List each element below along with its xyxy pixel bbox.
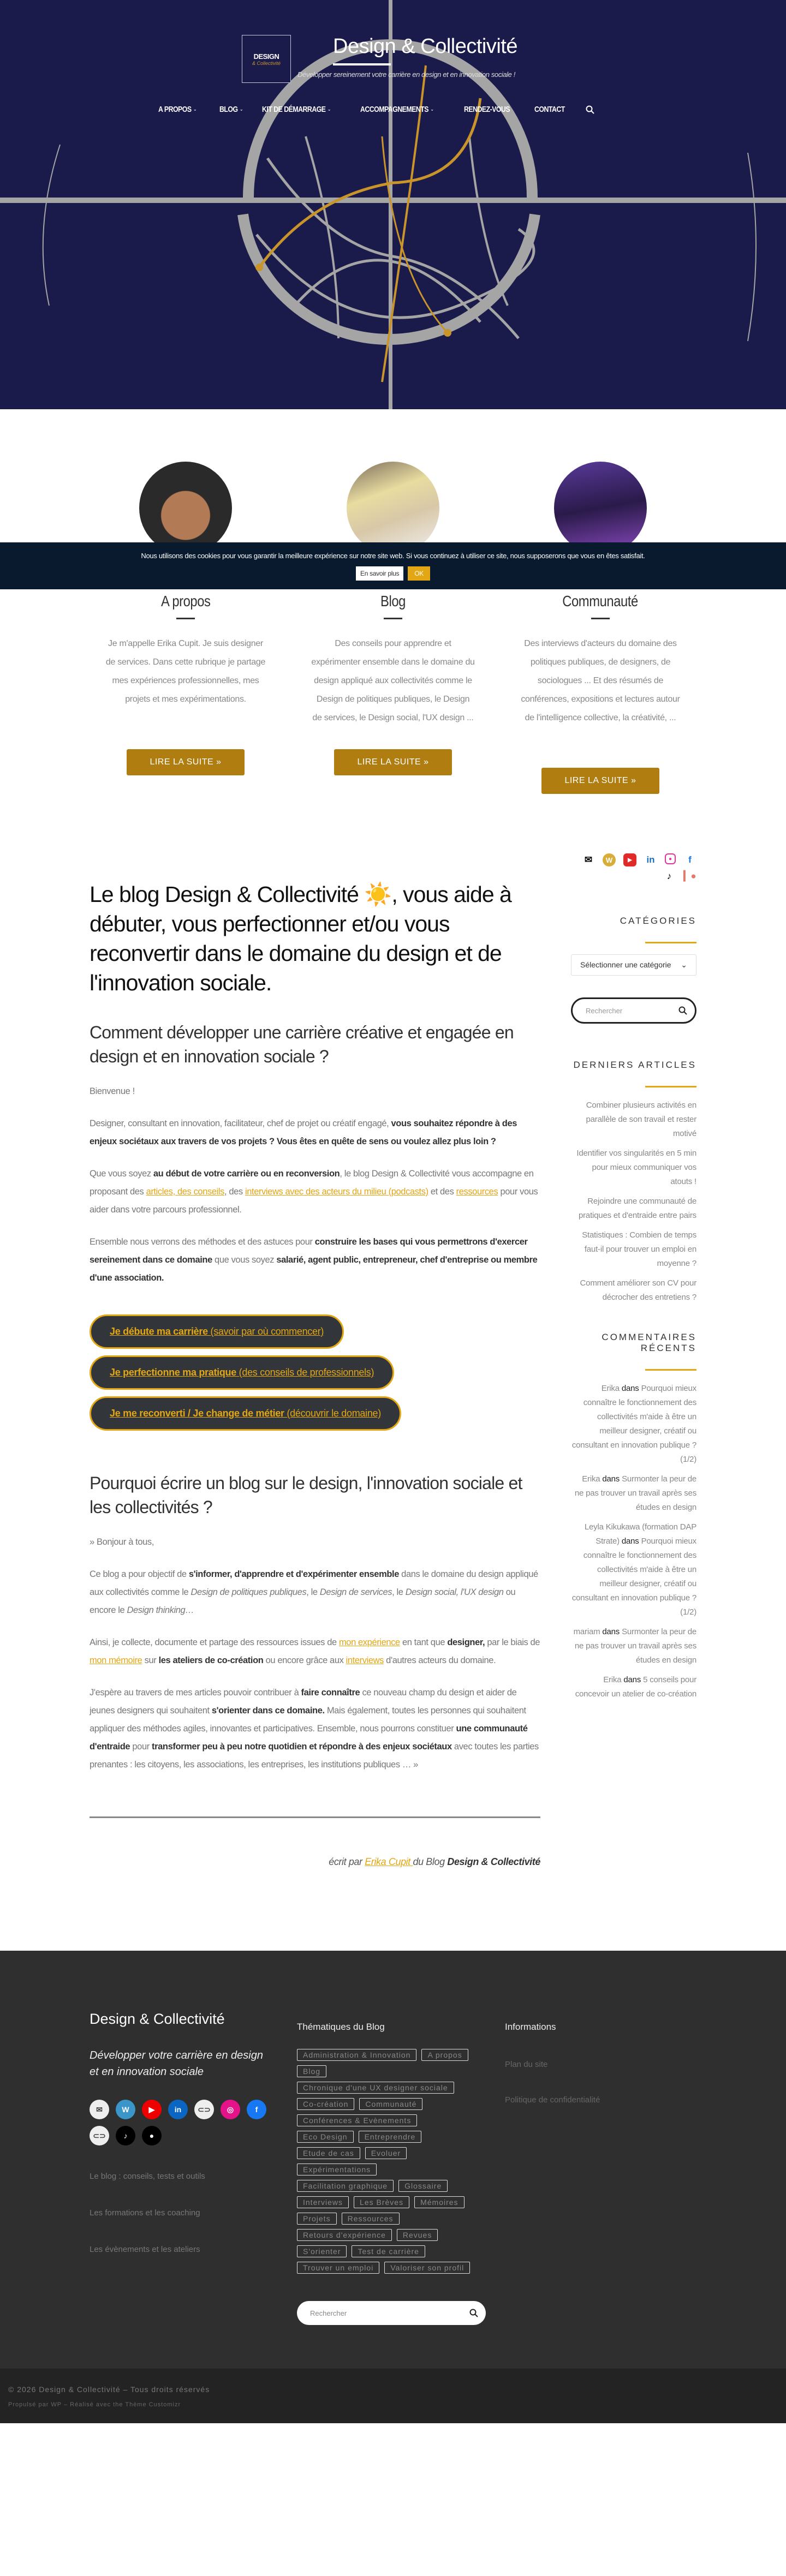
card-title-underline <box>591 618 610 619</box>
comment-item: Erika dans 5 conseils pour concevoir un atelier de co-création <box>575 1675 696 1699</box>
tag-link[interactable]: Revues <box>397 2229 438 2241</box>
path-buttons <box>90 1314 540 1431</box>
patreon-icon[interactable]: ● <box>142 2126 162 2145</box>
chevron-down-icon: ⌄ <box>681 960 687 969</box>
feature-cards <box>0 409 786 840</box>
tag-link[interactable]: Test de carrière <box>352 2245 425 2257</box>
tag-link[interactable]: Glossaire <box>398 2180 448 2192</box>
paragraph: Designer, consultant en innovation, facilitateur, chef de projet ou créatif engagé, vous souhaitez répondre à des enjeux sociétaux aux travers de vos projets ? Vous êtes en quête de sens ou voulez allez plus loin ? <box>90 1119 517 1146</box>
linkedin-icon[interactable]: in <box>646 854 655 865</box>
tag-link[interactable]: Chronique d'une UX designer sociale <box>297 2082 454 2094</box>
email-icon[interactable]: ✉ <box>90 2100 109 2119</box>
recent-post-link[interactable]: Statistiques : Combien de temps faut-il pour trouver un emploi en moyenne ? <box>582 1230 696 1268</box>
tag-link[interactable]: Blog <box>297 2065 326 2077</box>
recent-post-link[interactable]: Identifier vos singularités en 5 min pour mieux communiquer vos atouts ! <box>576 1149 696 1186</box>
footer-link[interactable]: Les formations et les coaching <box>90 2208 200 2218</box>
comment-author[interactable]: mariam <box>573 1627 600 1636</box>
site-logo[interactable] <box>242 35 291 83</box>
articles-link[interactable]: articles, des conseils <box>146 1187 224 1197</box>
tag-link[interactable]: Interviews <box>297 2196 349 2208</box>
community-photo[interactable] <box>554 462 647 554</box>
wordpress-icon[interactable]: W <box>116 2100 135 2119</box>
tag-link[interactable]: Facilitation graphique <box>297 2180 394 2192</box>
card-title: Blog <box>380 593 406 609</box>
blog-photo[interactable] <box>347 462 439 554</box>
tiktok-icon[interactable]: ♪ <box>116 2126 135 2145</box>
card-title: Communauté <box>562 593 639 609</box>
memoire-link[interactable]: mon mémoire <box>90 1655 142 1665</box>
avatar-illustration[interactable] <box>139 462 232 554</box>
tag-link[interactable]: S'orienter <box>297 2245 347 2257</box>
sidebar-search-input[interactable]: Rechercher <box>571 997 696 1024</box>
recent-comments-list <box>571 1382 696 1701</box>
nav-item-accompagnements[interactable] <box>360 105 434 114</box>
tag-link[interactable]: Ressources <box>342 2213 400 2225</box>
youtube-icon[interactable]: ▶ <box>623 853 636 866</box>
footer-search-input[interactable]: Rechercher <box>297 2301 486 2325</box>
comment-author[interactable]: Erika <box>582 1474 600 1484</box>
footer-about <box>90 2011 270 2281</box>
chevron-down-icon: ⌄ <box>430 106 434 112</box>
card-text: Des conseils pour apprendre et expérimenter ensemble dans le domaine du design appliqué aux collectivités comme le Design de politiques publiques, le Design de services, le Design social, l'UX design ... <box>311 639 475 722</box>
nav-label: A PROPOS <box>158 105 192 114</box>
tag-link[interactable]: Les Brèves <box>354 2196 409 2208</box>
logo-line1: DESIGN <box>253 52 279 61</box>
nav-label: KIT DE DÉMARRAGE <box>262 105 326 114</box>
title-underline <box>333 63 391 65</box>
tag-link[interactable]: Communauté <box>359 2098 422 2110</box>
site-footer <box>0 1951 786 2423</box>
read-more-button[interactable]: LIRE LA SUITE » <box>541 768 659 794</box>
card-title-underline <box>384 618 402 619</box>
title-underline <box>645 1086 696 1087</box>
article <box>90 840 540 1868</box>
nav-item-blog[interactable] <box>219 105 243 114</box>
nav-item-a-propos[interactable] <box>158 105 196 114</box>
tag-link[interactable]: Administration & Innovation <box>297 2049 416 2061</box>
comment-post-link[interactable]: 5 conseils pour concevoir un atelier de co-création <box>575 1675 696 1699</box>
paragraph: Ainsi, je collecte, documente et partage des ressources issues de mon expérience en tant que designer, par le biais de mon mémoire sur les ateliers de co-création ou encore grâce aux interviews d'autres acteurs du domaine. <box>90 1637 540 1665</box>
comment-item: Leyla Kikukawa (formation DAP Strate) dans Pourquoi mieux connaître le fonctionnement des collectivités m'aide à être un meilleur designer, créatif ou consultant en innovation publique ? (1/2) <box>571 1522 696 1617</box>
privacy-link[interactable]: Politique de confidentialité <box>505 2095 600 2105</box>
comment-author[interactable]: Erika <box>603 1675 622 1684</box>
nav-item-rendez-vous[interactable] <box>464 105 510 114</box>
chevron-down-icon: ⌄ <box>239 106 243 112</box>
comment-post-link[interactable]: Pourquoi mieux connaître le fonctionnement des collectivités m'aide à être un meilleur designer, créatif ou consultant en innovation publique ? (1/2) <box>571 1384 696 1464</box>
read-more-button[interactable]: LIRE LA SUITE » <box>334 749 452 775</box>
link-icon[interactable]: ⊂⊃ <box>90 2126 109 2145</box>
tags-title: Thématiques du Blog <box>297 2022 385 2032</box>
categories-title: CATÉGORIES <box>620 916 696 926</box>
recent-post-link[interactable]: Comment améliorer son CV pour décrocher des entretiens ? <box>580 1278 696 1302</box>
instagram-icon[interactable]: ● <box>665 853 676 864</box>
instagram-icon[interactable]: ◎ <box>221 2100 240 2119</box>
search-icon[interactable] <box>678 1006 687 1015</box>
welcome-text: Bienvenue ! <box>90 1086 135 1096</box>
tag-link[interactable]: Co-création <box>297 2098 354 2110</box>
card-text: Des interviews d'acteurs du domaine des politiques publiques, de designers, de sociologues ... Et des résumés de conférences, expositions et lectures autour de l'intelligence collective, la créativité, ... <box>521 639 680 722</box>
card-text: Je m'appelle Erika Cupit. Je suis designer de services. Dans cette rubrique je partage mes expériences professionnelles, mes projets et mes expérimentations. <box>105 639 266 704</box>
site-tagline: Développer sereinement votre carrière en design et en innovation sociale ! <box>297 70 515 79</box>
tag-link[interactable]: Conférences & Evènements <box>297 2114 417 2126</box>
email-icon[interactable]: ✉ <box>584 854 593 865</box>
footer-links <box>90 2172 270 2254</box>
card-communaute <box>497 462 704 840</box>
hero-header <box>0 0 786 409</box>
comment-author[interactable]: Erika <box>601 1384 620 1393</box>
link-icon[interactable]: ⊂⊃ <box>194 2100 214 2119</box>
footer-link[interactable]: Le blog : conseils, tests et outils <box>90 2172 205 2181</box>
title-underline <box>645 1369 696 1371</box>
tag-link[interactable]: Expérimentations <box>297 2163 377 2175</box>
title-underline <box>645 942 696 943</box>
linkedin-icon[interactable]: in <box>168 2100 188 2119</box>
nav-label: ACCOMPAGNEMENTS <box>360 105 429 114</box>
copyright-text: © 2026 Design & Collectivité – Tous droits réservés <box>8 2385 210 2394</box>
tag-link[interactable]: Etude de cas <box>297 2147 360 2159</box>
nav-label: CONTACT <box>534 105 565 114</box>
experience-link[interactable]: mon expérience <box>338 1637 400 1647</box>
tag-link[interactable]: Retours d'expérience <box>297 2229 392 2241</box>
category-select[interactable]: Sélectionner une catégorie ⌄ <box>571 954 696 976</box>
hero-illustration <box>0 0 786 409</box>
recent-posts-list <box>571 1098 696 1305</box>
tag-link[interactable]: Mémoires <box>414 2196 464 2208</box>
social-links-row2 <box>571 870 696 883</box>
card-a-propos <box>82 462 289 840</box>
recent-post-link[interactable]: Combiner plusieurs activités en parallèle de son travail et rester motivé <box>586 1101 696 1138</box>
facebook-icon[interactable]: f <box>688 854 692 865</box>
site-title[interactable]: Design & Collectivité <box>333 35 517 58</box>
tag-link[interactable]: Eco Design <box>297 2131 354 2143</box>
comment-post-link[interactable]: Surmonter la peur de ne pas trouver un travail après ses études en design <box>574 1627 696 1665</box>
interviews-link[interactable]: interviews avec des acteurs du milieu (podcasts) <box>245 1187 428 1197</box>
section-heading: Comment développer une carrière créative et engagée en design et en innovation sociale ? <box>90 1023 514 1066</box>
resources-link[interactable]: ressources <box>456 1187 498 1197</box>
author-signature: écrit par Erika Cupit du Blog Design & Collectivité <box>329 1856 540 1867</box>
tag-link[interactable]: Evoluer <box>365 2147 407 2159</box>
tag-link[interactable]: Entreprendre <box>359 2131 422 2143</box>
youtube-icon[interactable]: ▶ <box>142 2100 162 2119</box>
footer-tags <box>297 2022 477 2325</box>
cookie-text: Nous utilisons des cookies pour vous garantir la meilleure expérience sur notre site web. Si vous continuez à utiliser ce site, nous supposerons que vous en êtes satisfait. <box>141 552 645 560</box>
ok-button[interactable]: OK <box>408 566 430 581</box>
path-button-reconversion[interactable]: Je me reconverti / Je change de métier (découvrir le domaine) <box>90 1396 401 1431</box>
nav-item-contact[interactable] <box>534 105 565 114</box>
recent-comments-title: COMMENTAIRES RÉCENTS <box>602 1332 696 1353</box>
info-title: Informations <box>505 2022 556 2032</box>
search-icon[interactable] <box>586 105 594 114</box>
facebook-icon[interactable]: f <box>247 2100 266 2119</box>
sitemap-link[interactable]: Plan du site <box>505 2060 548 2069</box>
paragraph: Ce blog a pour objectif de s'informer, d'apprendre et d'expérimenter ensemble dans le domaine du design appliqué aux collectivités comme le Design de politiques publiques, le Design de services, le Design social, l'UX design ou encore le Design thinking… <box>90 1569 538 1615</box>
footer-link[interactable]: Les évènements et les ateliers <box>90 2245 200 2254</box>
tag-link[interactable]: Trouver un emploi <box>297 2262 379 2274</box>
search-icon[interactable] <box>469 2309 478 2317</box>
tag-cloud <box>297 2049 477 2274</box>
page-lead: Le blog Design & Collectivité ☀️, vous aide à débuter, vous perfectionner et/ou vous reconvertir dans le domaine du design et de l'innovation sociale. <box>90 882 511 995</box>
nav-label: RENDEZ-VOUS <box>464 105 510 114</box>
author-link[interactable]: Erika Cupit <box>365 1856 413 1867</box>
social-links <box>571 853 696 866</box>
comment-item: Erika dans Surmonter la peur de ne pas trouver un travail après ses études en design <box>574 1474 696 1512</box>
tiktok-icon[interactable]: ♪ <box>666 871 672 881</box>
recent-post-link[interactable]: Rejoindre une communauté de pratiques et d'entraide entre pairs <box>578 1197 696 1220</box>
paragraph: J'espère au travers de mes articles pouvoir contribuer à faire connaître ce nouveau champ du design et aider de jeunes designers qui souhaitent s'orienter dans ce domaine. Mais également, toutes les personnes qui souhaitent appliquer des méthodes agiles, innovantes et participatives. Ensemble, nous pourrons constituer une communauté d'entraide pour transformer peu à peu notre quotidien et répondre à des enjeux sociétaux avec toutes les parties prenantes : les citoyens, les associations, les entreprises, les institutions publiques … » <box>90 1688 539 1770</box>
footer-description: Développer votre carrière en design et en innovation sociale <box>90 2049 263 2078</box>
patreon-icon[interactable]: ▎● <box>683 871 696 881</box>
interviews-link[interactable]: interviews <box>346 1655 384 1665</box>
powered-by-text: Propulsé par WP – Réalisé avec the Thème Customizr <box>8 2401 181 2408</box>
nav-item-kit-demarrage[interactable] <box>262 105 331 114</box>
sun-icon: ☀️ <box>364 882 392 907</box>
footer-social-links <box>90 2100 275 2145</box>
main-content <box>0 840 786 1868</box>
main-nav <box>158 105 594 114</box>
read-more-button[interactable]: LIRE LA SUITE » <box>127 749 245 775</box>
comment-post-link[interactable]: Surmonter la peur de ne pas trouver un travail après ses études en design <box>574 1474 696 1512</box>
chevron-down-icon: ⌄ <box>327 106 331 112</box>
learn-more-button[interactable]: En savoir plus <box>356 566 403 581</box>
tag-link[interactable]: A propos <box>421 2049 468 2061</box>
recent-posts-title: DERNIERS ARTICLES <box>573 1060 696 1070</box>
wordpress-icon[interactable]: W <box>603 853 616 866</box>
logo-line2: & Collectivité <box>252 60 281 66</box>
tag-link[interactable]: Projets <box>297 2213 337 2225</box>
divider <box>90 1816 540 1818</box>
tag-link[interactable]: Valoriser son profil <box>384 2262 470 2274</box>
footer-title: Design & Collectivité <box>90 2011 225 2027</box>
comment-item: Erika dans Pourquoi mieux connaître le fonctionnement des collectivités m'aide à être un meilleur designer, créatif ou consultant en innovation publique ? (1/2) <box>571 1384 696 1464</box>
copyright-bar <box>0 2369 786 2423</box>
quote-opening: » Bonjour à tous, <box>90 1537 154 1547</box>
path-button-perfectionne[interactable]: Je perfectionne ma pratique (des conseils de professionnels) <box>90 1355 394 1390</box>
chevron-down-icon: ⌄ <box>193 106 197 112</box>
footer-info <box>505 2022 600 2105</box>
paragraph: Que vous soyez au début de votre carrière ou en reconversion, le blog Design & Collectivité vous accompagne en proposant des articles, des conseils, des interviews avec des acteurs du milieu (podcasts) et des ressources pour vous aider dans votre parcours professionnel. <box>90 1169 538 1215</box>
section-heading: Pourquoi écrire un blog sur le design, l'innovation sociale et les collectivités ? <box>90 1473 522 1517</box>
nav-label: BLOG <box>219 105 238 114</box>
comment-post-link[interactable]: Pourquoi mieux connaître le fonctionnement des collectivités m'aide à être un meilleur designer, créatif ou consultant en innovation publique ? (1/2) <box>571 1537 696 1617</box>
path-button-debut[interactable]: Je débute ma carrière (savoir par où commencer) <box>90 1314 344 1349</box>
card-blog <box>289 462 497 840</box>
sidebar <box>571 840 696 1707</box>
comment-item: mariam dans Surmonter la peur de ne pas trouver un travail après ses études en design <box>573 1627 696 1665</box>
paragraph: Ensemble nous verrons des méthodes et des astuces pour construire les bases qui vous permettrons d'exercer sereinement dans ce domaine que vous soyez salarié, agent public, entrepreneur, chef d'entreprise ou membre d'une association. <box>90 1237 538 1283</box>
card-title: A propos <box>160 593 211 609</box>
comment-author[interactable]: Leyla Kikukawa (formation DAP Strate) <box>584 1522 696 1546</box>
card-title-underline <box>176 618 195 619</box>
cookie-banner <box>0 542 786 589</box>
